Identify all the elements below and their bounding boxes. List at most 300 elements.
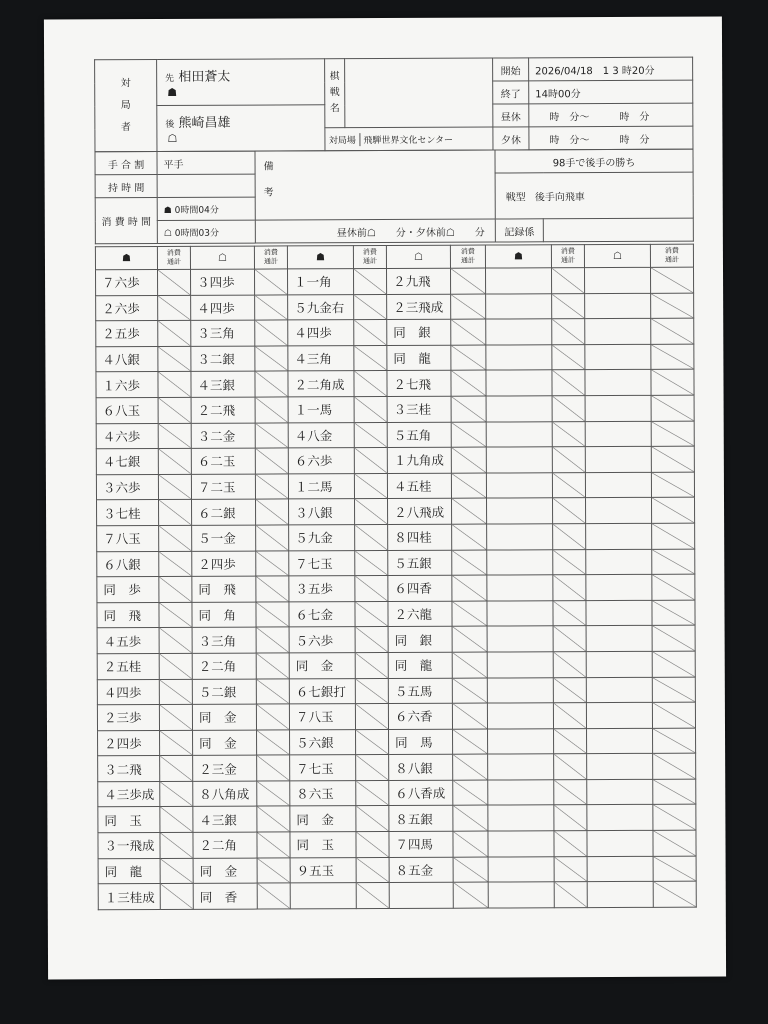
time-cell [160,807,193,833]
time-cell [256,602,289,628]
time-cell [451,473,486,499]
move-row [96,318,694,346]
time-cell [653,830,696,856]
time-cell [652,523,695,549]
gote-move: ２三金 [193,755,257,781]
time-cell [652,497,695,523]
gote-move: ２八飛成 [388,499,452,525]
move-row [98,881,696,909]
time-cell [451,396,486,422]
gote-move [586,677,652,703]
time-cell [256,525,289,551]
time-cell [257,755,290,781]
lunch-value: 時 分～ 時 分 [529,103,693,127]
gote-move: ７四馬 [389,831,453,857]
sente-move: 同 歩 [97,577,159,603]
sente-move [486,345,552,371]
time-cell [353,268,386,294]
time-cell [354,371,387,397]
start-label: 開始 [493,58,529,81]
time-cell [159,653,192,679]
gote-move: 同 銀 [387,319,451,345]
gote-move [585,319,651,345]
time-value [157,174,255,197]
time-cell [554,754,587,780]
time-cell [158,449,191,475]
time-cell [355,678,388,704]
time-head-top: 消費 [460,247,475,256]
sente-move [488,805,554,831]
time-cell [553,600,586,626]
gote-move: ８四桂 [388,524,452,550]
time-cell [554,805,587,831]
sente-move [488,754,554,780]
sente-move: １一馬 [288,397,354,423]
sente-move: ５九金右 [288,294,354,320]
sente-move: ４四歩 [97,679,159,705]
gote-move: ３三角 [192,627,256,653]
sente-move: ６七金 [289,601,355,627]
sente-icon: ☗ [167,85,178,99]
time-cell [257,858,290,884]
gote-move [586,600,652,626]
time-cell [356,857,389,883]
sente-move [486,396,552,422]
time-cell [355,652,388,678]
time-cell [652,702,695,728]
time-cell [653,728,696,754]
gote-move [587,882,653,908]
time-cell [158,372,191,398]
time-cell [554,728,587,754]
time-cell [452,652,487,678]
time-cell [254,269,287,295]
lunch-label: 昼休 [493,104,529,127]
time-cell [453,831,488,857]
time-cell [255,422,288,448]
move-row [96,267,694,295]
time-cell [552,472,585,498]
time-cell [551,268,584,294]
gote-move [586,574,652,600]
sente-move: ７八玉 [97,525,159,551]
sente-move [486,293,552,319]
sente-move: ９五玉 [290,857,356,883]
gote-move [587,754,653,780]
gote-move: ７二玉 [191,474,255,500]
sente-move [487,677,553,703]
time-head-bottom: 通計 [166,257,181,266]
time-cell [453,857,488,883]
time-cell [354,294,387,320]
time-cell [554,882,587,908]
move-row [97,677,695,705]
time-cell [652,574,695,600]
time-cell [552,293,585,319]
gote-move [587,805,653,831]
time-cell [552,319,585,345]
move-row [98,830,696,858]
move-row [96,421,694,449]
time-cell [356,883,389,909]
sente-move: ７七玉 [289,550,355,576]
venue-value: 飛騨世界文化センター [363,135,453,146]
sente-move: ６七銀打 [289,678,355,704]
sente-col-head-1: ☗ [95,246,157,269]
gote-move: ５二銀 [192,679,256,705]
time-cell [354,396,387,422]
gote-move [389,882,453,908]
time-cell [552,421,585,447]
sente-move [488,728,554,754]
gote-move [586,523,652,549]
time-cell [452,703,487,729]
gote-move: ４五桂 [387,473,451,499]
taikyoku-label: 対 局 者 [95,59,157,151]
time-head-bottom: 通計 [362,257,377,266]
sente-move: ４四歩 [288,320,354,346]
gote-move: ２九飛 [386,268,450,294]
gote-move: 同 飛 [192,576,256,602]
dinner-value: 時 分～ 時 分 [529,126,693,150]
gote-col-head-1: ☖ [190,246,254,269]
sente-move: １六歩 [96,372,158,398]
start-value: 2026/04/18 1 3 時20分 [529,57,693,81]
time-cell [355,524,388,550]
sente-move: ３一飛成 [98,833,160,859]
sente-move: ３二飛 [98,756,160,782]
time-cell [256,653,289,679]
sente-col-head-3: ☗ [485,245,551,268]
gote-move: ３二金 [191,423,255,449]
time-cell [159,576,192,602]
time-head-top: 消費 [166,248,181,257]
move-row [97,702,695,730]
gote-move: ２二角 [192,653,256,679]
time-cell [452,550,487,576]
sente-move: 同 飛 [97,602,159,628]
time-cell [651,370,694,396]
sente-move: ２五歩 [96,321,158,347]
gote-move [584,267,650,293]
gote-move: ５一金 [192,525,256,551]
gote-move [587,779,653,805]
info-table [94,149,693,245]
time-cell [257,730,290,756]
sente-move [487,524,553,550]
time-cell [356,755,389,781]
gote-move: ４四歩 [191,295,255,321]
gote-move [586,549,652,575]
time-head-top: 消費 [263,248,278,257]
time-cell [354,448,387,474]
time-cell [553,677,586,703]
time-cell [553,524,586,550]
time-cell [256,627,289,653]
time-cell [356,806,389,832]
sente-name: 相田蒼太 [178,69,231,85]
move-row [98,856,696,884]
time-cell [651,421,694,447]
sente-mark: 先 [165,73,175,84]
time-head-top: 消費 [362,248,377,257]
gote-move: ６六香 [388,703,452,729]
senkei-value: 後手向飛車 [534,192,585,204]
time-cell [651,293,694,319]
time-cell [453,754,488,780]
time-cell [650,267,693,293]
sente-move: ６八銀 [97,551,159,577]
gote-move: 同 馬 [389,729,453,755]
sente-move: ２四歩 [98,730,160,756]
gote-move: ８五金 [389,857,453,883]
gote-move: 同 龍 [388,652,452,678]
time-cell [158,321,191,347]
time-cell [159,679,192,705]
gote-move: ４三銀 [193,807,257,833]
sente-move: ５九金 [289,525,355,551]
time-cell [160,858,193,884]
time-cell [355,601,388,627]
recorder-label: 記録係 [495,219,543,242]
sente-move: ５六歩 [289,627,355,653]
sente-move: ３七桂 [97,500,159,526]
gote-move: 同 角 [192,602,256,628]
gote-move [587,856,653,882]
time-cell [158,397,191,423]
sente-move: ３八銀 [289,499,355,525]
sente-move: １二馬 [288,473,354,499]
time-cell [652,625,695,651]
gote-move [587,728,653,754]
time-cell [553,626,586,652]
time-cell [255,320,288,346]
time-cell [553,549,586,575]
time-cell [453,729,488,755]
time-cell [553,498,586,524]
sente-move [488,780,554,806]
sente-move: 同 金 [289,653,355,679]
time-cell [451,422,486,448]
time-cell [450,268,485,294]
time-cell [356,832,389,858]
time-cell [553,703,586,729]
gote-move [585,446,651,472]
gote-move: ３三角 [191,320,255,346]
time-cell [256,704,289,730]
sente-move: ４六歩 [96,423,158,449]
gote-move: ３三桂 [387,396,451,422]
time-head-bottom: 通計 [263,257,278,266]
gote-move [586,702,652,728]
time-cell [354,345,387,371]
time-cell [653,779,696,805]
time-cell [452,498,487,524]
sente-move: ４三角 [288,345,354,371]
time-cell [453,806,488,832]
time-cell [158,474,191,500]
time-cell [651,446,694,472]
handicap-label: 手 合 割 [95,151,157,174]
time-head-bottom: 通計 [664,255,679,264]
gote-move: ２二角 [193,832,257,858]
gote-move [587,830,653,856]
recorder-value [543,218,693,242]
sente-move [486,421,552,447]
time-cell [159,525,192,551]
kifu-sheet [94,57,696,910]
time-cell [451,294,486,320]
moves-header-row [95,244,693,270]
time-head-bottom: 通計 [560,256,575,265]
time-cell [354,473,387,499]
sente-move: ３六歩 [96,474,158,500]
time-cell [355,576,388,602]
move-row [97,497,695,525]
venue-label: 対局場 [325,133,360,146]
time-cell [554,856,587,882]
time-cell [255,397,288,423]
sente-move: ２二角成 [288,371,354,397]
time-cell [553,575,586,601]
time-cell [160,832,193,858]
gote-move: ３二銀 [191,346,255,372]
time-cell [652,549,695,575]
time-cell [159,551,192,577]
score-sheet-paper [44,17,726,980]
time-cell [255,371,288,397]
move-row [96,293,694,321]
time-cell [256,678,289,704]
time-cell [160,884,193,910]
time-head-top: 消費 [560,247,575,256]
time-cell [653,881,696,907]
break-time-text: 昼休前☖ 分・夕休前☖ 分 [255,219,495,243]
move-row [97,600,695,628]
time-cell [451,345,486,371]
gote-move: ６二玉 [191,448,255,474]
move-row [96,395,694,423]
time-cell [355,550,388,576]
result-text: 98手で後手の勝ち [495,149,693,173]
move-row [98,779,696,807]
sente-used-time: ☗ 0時間04分 [157,197,255,220]
time-cell [355,627,388,653]
sente-move: １三桂成 [98,884,160,910]
sente-move: ２六歩 [96,295,158,321]
handicap-value: 平手 [157,151,255,174]
time-cell [452,626,487,652]
sente-move: ４八金 [288,422,354,448]
time-cell [452,601,487,627]
moves-body [96,267,697,909]
gote-name: 熊崎昌雄 [178,115,231,131]
time-cell [453,780,488,806]
time-cell [451,319,486,345]
sente-move [486,447,552,473]
time-cell [652,651,695,677]
time-cell [356,780,389,806]
sente-move: 同 金 [290,806,356,832]
time-cell [653,856,696,882]
sente-move: ４八銀 [96,346,158,372]
time-cell [255,295,288,321]
time-cell [257,781,290,807]
sente-move [487,652,553,678]
time-cell [552,396,585,422]
sente-move: ４五歩 [97,628,159,654]
gote-move: 同 香 [193,883,257,909]
gote-move: 同 金 [193,858,257,884]
time-label: 持 時 間 [95,174,157,197]
sente-move [488,856,554,882]
remarks-label: 備 考 [255,150,495,220]
gote-move [585,370,651,396]
time-cell [651,395,694,421]
time-cell [452,524,487,550]
time-cell [453,882,488,908]
time-head-top: 消費 [664,246,679,255]
time-cell [652,600,695,626]
move-row [97,651,695,679]
gote-move: 同 金 [193,730,257,756]
time-cell [651,344,694,370]
move-row [96,472,694,500]
time-cell [553,652,586,678]
gote-move [586,498,652,524]
time-cell [160,730,193,756]
move-row [97,625,695,653]
sente-move: 同 玉 [290,832,356,858]
sente-move: ４三歩成 [98,781,160,807]
move-row [96,344,694,372]
sente-move [485,268,551,294]
senkei-label: 戦型 [505,192,526,204]
sente-move: ６六歩 [288,448,354,474]
time-cell [158,346,191,372]
sente-move [290,883,356,909]
time-cell [451,370,486,396]
gote-move: ２六龍 [388,601,452,627]
gote-move: ６四香 [388,575,452,601]
time-cell [355,499,388,525]
time-cell [554,779,587,805]
time-cell [255,474,288,500]
time-cell [158,423,191,449]
sente-move: 同 龍 [98,858,160,884]
gote-move [585,344,651,370]
gote-move: ５五銀 [388,550,452,576]
time-cell [255,346,288,372]
gote-move: ２三飛成 [387,294,451,320]
sente-move: 同 玉 [98,807,160,833]
gote-move [586,626,652,652]
time-cell [354,320,387,346]
move-row [97,549,695,577]
time-head-bottom: 通計 [460,256,475,265]
time-cell [653,805,696,831]
end-value: 14時00分 [529,80,693,104]
time-cell [160,756,193,782]
time-cell [653,753,696,779]
gote-move: ８八銀 [389,754,453,780]
moves-table [95,244,697,910]
sente-move [488,831,554,857]
move-row [97,523,695,551]
time-cell [257,883,290,909]
time-cell [159,704,192,730]
gote-move: ３四歩 [191,269,255,295]
